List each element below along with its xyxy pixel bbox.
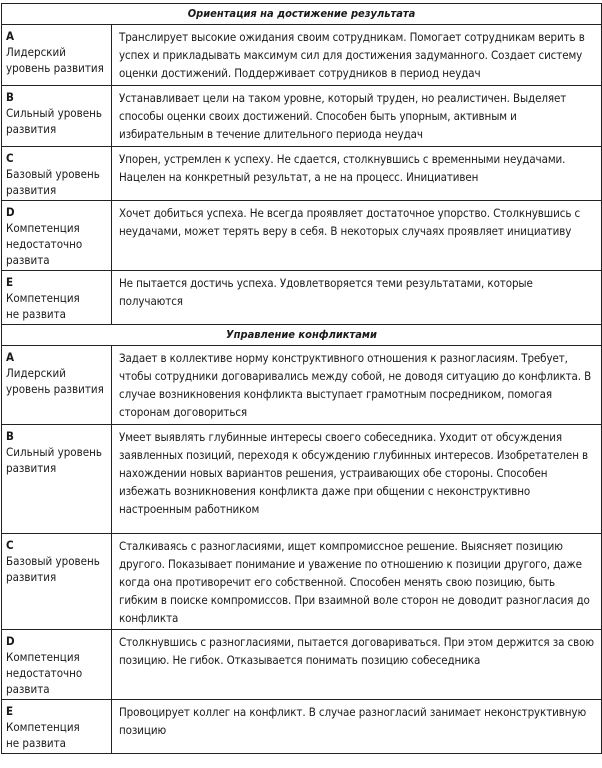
level-name: Сильный уровень развития	[6, 445, 102, 475]
level-letter: B	[6, 429, 14, 443]
level-name: Лидерский уровень развития	[6, 45, 104, 75]
table-row	[2, 534, 602, 630]
level-name: Лидерский уровень развития	[6, 366, 104, 396]
level-cell	[2, 201, 112, 271]
level-description: Не пытается достичь успеха. Удовлетворяется теми результатами, которые получаются	[119, 276, 533, 308]
description-cell	[112, 630, 602, 700]
level-letter: C	[6, 151, 14, 165]
level-description: Умеет выявлять глубинные интересы своего собеседника. Уходит от обсуждения заявленных позиций, переходя к обсуждению глубинных интересов. Изобретателен в нахождении новых вариантов решения, устраивающих обе стороны. Способен избежать возникновения конфликта даже при общении с неконструктивно настроенным работником	[119, 430, 589, 516]
level-cell	[2, 25, 112, 86]
level-description: Устанавливает цели на таком уровне, который труден, но реалистичен. Выделяет способы оценки своих достижений. Способен быть упорным, активным и избирательным в течение длительного периода неудач	[119, 91, 567, 141]
level-letter: A	[6, 29, 15, 43]
level-description: Столкнувшись с разногласиями, пытается договариваться. При этом держится за свою позицию. Не гибок. Отказывается понимать позицию собеседника	[119, 635, 594, 667]
section-title: Ориентация на достижение результата	[2, 4, 602, 25]
level-cell	[2, 86, 112, 147]
level-cell	[2, 271, 112, 325]
level-cell	[2, 630, 112, 700]
level-letter: E	[6, 704, 14, 718]
level-name: Сильный уровень развития	[6, 106, 102, 136]
level-description: Сталкиваясь с разногласиями, ищет компромиссное решение. Выясняет позицию другого. Показывает понимание и уважение по отношению к позиции другого, даже когда она противоречит его собственной. Способен менять свою позицию, быть гибким в поиске компромиссов. При взаимной воле сторон не доводит разногласия до конфликта	[119, 539, 590, 625]
description-cell	[112, 201, 602, 271]
level-letter: D	[6, 205, 15, 219]
section-title: Управление конфликтами	[2, 325, 602, 346]
level-description: Хочет добиться успеха. Не всегда проявляет достаточное упорство. Столкнувшись с неудачами, может терять веру в себя. В некоторых случаях проявляет инициативу	[119, 206, 581, 238]
level-name: Компетенция недостаточно развита	[6, 221, 83, 267]
table-row	[2, 86, 602, 147]
table-row	[2, 425, 602, 534]
description-cell	[112, 25, 602, 86]
level-name: Компетенция не развита	[6, 291, 80, 321]
level-description: Задает в коллективе норму конструктивного отношения к разногласиям. Требует, чтобы сотрудники договаривались между собой, не доводя ситуацию до конфликта. В случае возникновения конфликта выступает грамотным посредником, помогая сторонам договориться	[119, 351, 592, 419]
level-name: Компетенция не развита	[6, 720, 80, 750]
level-description: Транслирует высокие ожидания своим сотрудникам. Помогает сотрудникам верить в успех и прикладывать максимум сил для достижения задуманного. Создает систему оценки достижений. Поддерживает сотрудников в период неудач	[119, 30, 585, 80]
level-cell	[2, 534, 112, 630]
table-row	[2, 201, 602, 271]
level-letter: B	[6, 90, 14, 104]
level-description: Упорен, устремлен к успеху. Не сдается, столкнувшись с временными неудачами. Нацелен на конкретный результат, а не на процесс. Инициативен	[119, 152, 566, 184]
competency-levels-table	[1, 3, 602, 754]
level-letter: A	[6, 350, 15, 364]
level-name: Базовый уровень развития	[6, 167, 100, 197]
level-description: Провоцирует коллег на конфликт. В случае разногласий занимает неконструктивную позицию	[119, 705, 587, 737]
description-cell	[112, 86, 602, 147]
level-cell	[2, 700, 112, 754]
level-cell	[2, 425, 112, 534]
description-cell	[112, 147, 602, 201]
section-header-row	[2, 4, 602, 25]
description-cell	[112, 271, 602, 325]
table-row	[2, 630, 602, 700]
description-cell	[112, 425, 602, 534]
section-header-row	[2, 325, 602, 346]
description-cell	[112, 534, 602, 630]
table-row	[2, 346, 602, 425]
description-cell	[112, 346, 602, 425]
table-row	[2, 25, 602, 86]
level-cell	[2, 346, 112, 425]
table-row	[2, 700, 602, 754]
level-name: Базовый уровень развития	[6, 554, 100, 584]
description-cell	[112, 700, 602, 754]
table-row	[2, 271, 602, 325]
level-letter: E	[6, 275, 14, 289]
level-letter: D	[6, 634, 15, 648]
level-name: Компетенция недостаточно развита	[6, 650, 83, 696]
level-letter: C	[6, 538, 14, 552]
table-row	[2, 147, 602, 201]
level-cell	[2, 147, 112, 201]
